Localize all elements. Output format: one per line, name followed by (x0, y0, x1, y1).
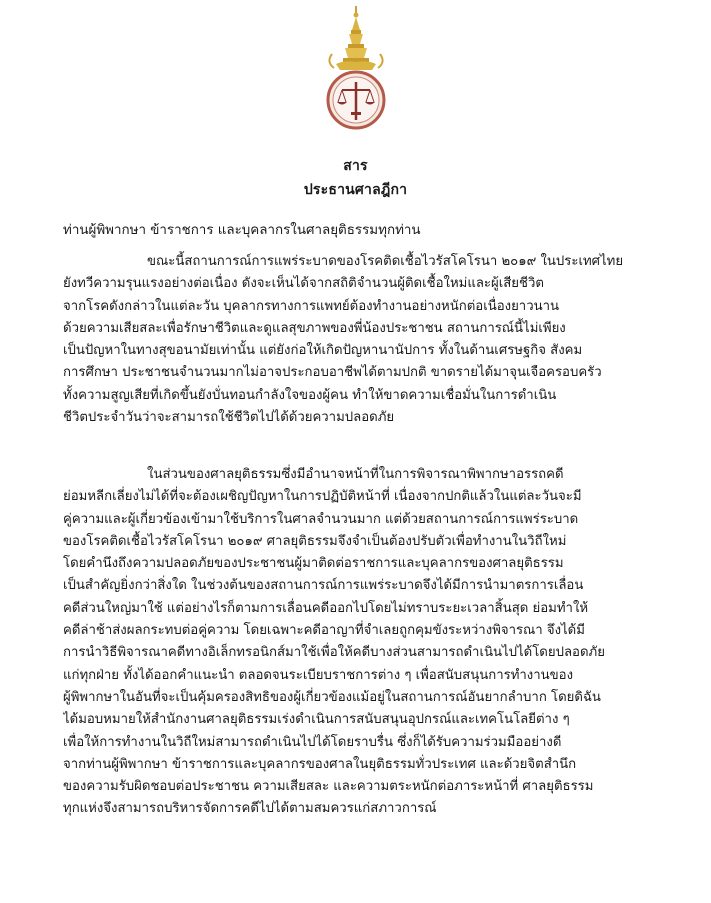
paragraph-line: ด้วยความเสียสละเพื่อรักษาชีวิตและดูแลสุขภาพของพี่น้องประชาชน สถานการณ์นี้ไม่เพียง (63, 320, 566, 336)
paragraph-2 (63, 464, 663, 821)
paragraph-line: ทุกแห่งจึงสามารถบริหารจัดการคดีไปได้ตามสมควรแก่สภาวการณ์ (63, 801, 437, 817)
paragraph-1 (63, 251, 663, 429)
paragraph-line: ผู้พิพากษาในอันที่จะเป็นคุ้มครองสิทธิของผู้เกี่ยวข้องแม้อยู่ในสถานการณ์อันยากลำบาก โดยดิฉัน (63, 689, 601, 705)
paragraph-line: ยังทวีความรุนแรงอย่างต่อเนื่อง ดังจะเห็นได้จากสถิติจำนวนผู้ติดเชื้อใหม่และผู้เสียชีวิต (63, 276, 544, 292)
paragraph-line: การศึกษา ประชาชนจำนวนมากไม่อาจประกอบอาชีพได้ตามปกติ ขาดรายได้มาจุนเจือครอบครัว (63, 365, 602, 381)
paragraph-line: เป็นสำคัญยิ่งกว่าสิ่งใด ในช่วงต้นของสถานการณ์การแพร่ระบาดจึงได้มีการนำมาตรการเลื่อน (63, 578, 584, 594)
paragraph-line: โดยคำนึงถึงความปลอดภัยของประชาชนผู้มาติดต่อราชการและบุคลากรของศาลยุติธรรม (63, 556, 564, 572)
paragraph-line: ของโรคติดเชื้อไวรัสโคโรนา ๒๐๑๙ ศาลยุติธรรมจึงจำเป็นต้องปรับตัวเพื่อทำงานในวิถีใหม่ (63, 533, 567, 549)
paragraph-line: ย่อมหลีกเลี่ยงไม่ได้ที่จะต้องเผชิญปัญหาในการปฏิบัติหน้าที่ เนื่องจากปกติแล้วในแต่ละวันจะมี (63, 489, 582, 505)
paragraph-line: จากท่านผู้พิพากษา ข้าราชการและบุคลากรของศาลในยุติธรรมทั่วประเทศ และด้วยจิตสำนึก (63, 756, 577, 772)
paragraph-line: ของความรับผิดชอบต่อประชาชน ความเสียสละ และความตระหนักต่อภาระหน้าที่ ศาลยุติธรรม (63, 779, 594, 795)
paragraph-line: ทั้งความสูญเสียที่เกิดขึ้นยังบั่นทอนกำลังใจของผู้คน ทำให้ขาดความเชื่อมั่นในการดำเนิน (63, 387, 557, 403)
paragraph-line: คดีล่าช้าส่งผลกระทบต่อคู่ความ โดยเฉพาะคดีอาญาที่จำเลยถูกคุมขังระหว่างพิจารณา จึงได้มี (63, 623, 585, 639)
paragraph-line: คู่ความและผู้เกี่ยวข้องเข้ามาใช้บริการในศาลจำนวนมาก แต่ด้วยสถานการณ์การแพร่ระบาด (63, 511, 579, 527)
document-subtitle: ประธานศาลฎีกา (303, 182, 408, 198)
document-title: สาร (343, 158, 368, 174)
paragraph-line: เป็นปัญหาในทางสุขอนามัยเท่านั้น แต่ยังก่อให้เกิดปัญหานานัปการ ทั้งในด้านเศรษฐกิจ สังคม (63, 343, 583, 359)
paragraph-line: ได้มอบหมายให้สำนักงานศาลยุติธรรมเร่งดำเนินการสนับสนุนอุปกรณ์และเทคโนโลยีต่าง ๆ (63, 712, 570, 728)
paragraph-line: การนำวิธีพิจารณาคดีทางอิเล็กทรอนิกส์มาใช้เพื่อให้คดีบางส่วนสามารถดำเนินไปได้โดยปลอดภัย (63, 645, 605, 661)
paragraph-line: คดีส่วนใหญ่มาใช้ แต่อย่างไรก็ตามการเลื่อนคดีออกไปโดยไม่ทราบระยะเวลาสิ้นสุด ย่อมทำให้ (63, 600, 589, 616)
court-emblem-icon (318, 4, 394, 132)
salutation: ท่านผู้พิพากษา ข้าราชการ และบุคลากรในศาลยุติธรรมทุกท่าน (63, 223, 421, 238)
paragraph-line: แก่ทุกฝ่าย ทั้งได้ออกคำแนะนำ ตลอดจนระเบียบราชการต่าง ๆ เพื่อสนับสนุนการทำงานของ (63, 667, 574, 683)
paragraph-line: จากโรคดังกล่าวในแต่ละวัน บุคลากรทางการแพทย์ต้องทำงานอย่างหนักต่อเนื่องยาวนาน (63, 298, 560, 314)
paragraph-line: เพื่อให้การทำงานในวิถีใหม่สามารถดำเนินไปได้โดยราบรื่น ซึ่งก็ได้รับความร่วมมืออย่างดี (63, 734, 562, 750)
paragraph-line: ในส่วนของศาลยุติธรรมซึ่งมีอำนาจหน้าที่ในการพิจารณาพิพากษาอรรถคดี (147, 467, 564, 482)
paragraph-line: ขณะนี้สถานการณ์การแพร่ระบาดของโรคติดเชื้อไวรัสโคโรนา ๒๐๑๙ ในประเทศไทย (147, 254, 624, 269)
paragraph-line: ชีวิตประจำวันว่าจะสามารถใช้ชีวิตไปได้ด้วยความปลอดภัย (63, 410, 395, 426)
